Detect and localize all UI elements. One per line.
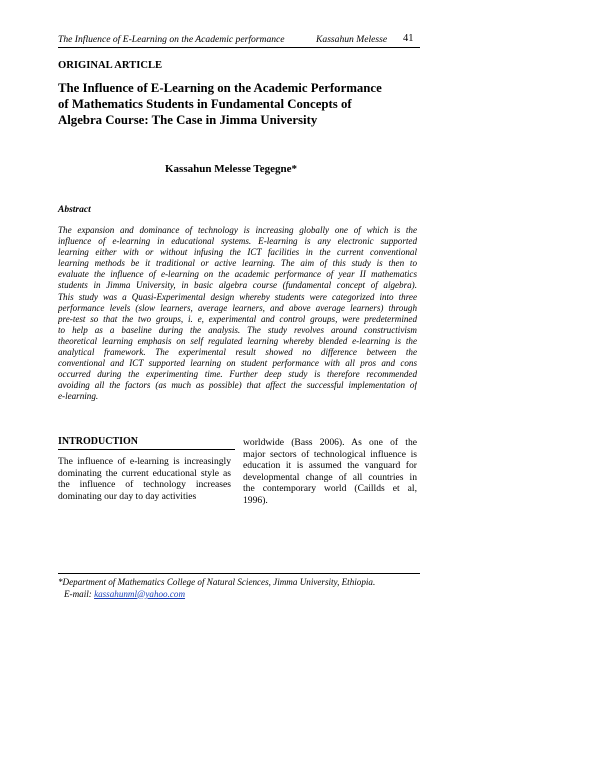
running-header-author: Kassahun Melesse — [316, 34, 388, 45]
body-line: worldwide (Bass 2006). As one of the — [243, 437, 417, 448]
abstract-line: The expansion and dominance of technology is increasing globally one of which is the — [58, 225, 417, 235]
body-line: The influence of e-learning is increasingly — [58, 456, 231, 467]
paper-title — [58, 80, 417, 128]
introduction-left-column — [58, 456, 231, 502]
abstract-line: avoiding all the factors (as much as possible) that affect the successful implementation of — [58, 380, 417, 391]
body-line: dominating the current educational style as — [58, 467, 231, 479]
introduction-heading: INTRODUCTION — [58, 436, 139, 447]
running-header — [58, 33, 420, 48]
abstract-line: This study was a Quasi-Experimental design whereby students were categorized into three — [58, 291, 417, 302]
body-line: developmental change of all countries in — [243, 471, 417, 483]
body-line: 1996). — [243, 494, 268, 506]
abstract-line: analytical framework. The experimental result showed no difference between the — [58, 347, 417, 358]
abstract-line: learning either with or without infusing the ICT facilities in the current conventional — [58, 247, 417, 258]
footnote-email-line — [58, 589, 420, 601]
abstract-line: theoretical learning emphasis on self regulated learning whereby blended e-learning is the — [58, 335, 417, 346]
abstract-line: occurred during the experimenting time. Further deep study is therefore recommended — [58, 369, 417, 380]
introduction-heading-rule — [58, 449, 235, 450]
page-number: 41 — [403, 33, 414, 44]
paper-title-line: The Influence of E-Learning on the Academic Performance — [58, 81, 382, 95]
article-type-label: ORIGINAL ARTICLE — [58, 60, 163, 71]
abstract-body — [58, 225, 417, 403]
running-header-title: The Influence of E-Learning on the Academic performance — [58, 34, 285, 45]
abstract-line: pre-test so that the two groups, i. e, experimental and control groups, were predetermined — [58, 313, 417, 324]
abstract-line: performance levels (slow learners, average learners, and above average learners) through — [58, 302, 417, 313]
email-label: E-mail: — [64, 588, 95, 599]
body-line: the contemporary world (Caillds et al, — [243, 483, 417, 494]
abstract-heading: Abstract — [58, 205, 91, 215]
abstract-line: students in Jimma University, in basic algebra course (fundamental concept of algebra). — [58, 280, 417, 291]
body-line: major sectors of technological influence is — [243, 448, 417, 460]
abstract-line: influence of e-learning in educational systems. E-learning is any electronic supported — [58, 236, 417, 247]
abstract-line: to help as a baseline during the analysis. The study revolves around constructivism — [58, 324, 417, 335]
paper-title-line: Algebra Course: The Case in Jimma University — [58, 113, 318, 127]
body-line: education it is assumed the vanguard for — [243, 460, 417, 471]
footnote-affiliation: *Department of Mathematics College of Natural Sciences, Jimma University, Ethiopia. — [58, 577, 376, 587]
abstract-line: e-learning. — [58, 391, 99, 402]
abstract-line: conventional and ICT supported learning on student performance with all pros and cons — [58, 358, 417, 369]
paper-title-line: of Mathematics Students in Fundamental Concepts of — [58, 97, 352, 111]
body-line: dominating our day to day activities — [58, 490, 197, 502]
abstract-line: evaluate the influence of e-learning on the academic performance of year II mathematics — [58, 269, 417, 280]
email-link[interactable]: kassahunml@yahoo.com — [94, 588, 186, 599]
footnote-rule — [58, 573, 420, 574]
introduction-right-column — [243, 437, 417, 506]
body-line: the influence of technology increases — [58, 479, 231, 490]
abstract-line: learning methods be it traditional or active learning. The aim of this study is then to — [58, 258, 417, 269]
author-name: Kassahun Melesse Tegegne* — [165, 163, 298, 175]
footnote — [58, 577, 420, 600]
